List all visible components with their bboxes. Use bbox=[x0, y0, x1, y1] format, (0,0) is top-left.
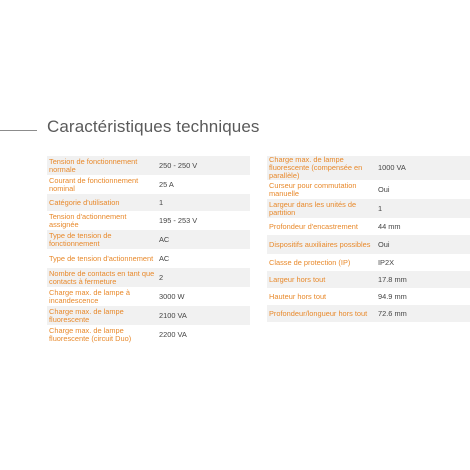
spec-row bbox=[267, 180, 470, 199]
spec-row bbox=[47, 175, 250, 194]
spec-value: Oui bbox=[378, 184, 390, 194]
spec-row bbox=[267, 218, 470, 235]
spec-label: Charge max. de lampe fluorescente (compensée en parallèle) bbox=[267, 156, 375, 180]
spec-value: 72.6 mm bbox=[375, 305, 470, 322]
spec-label: Type de tension d'actionnement bbox=[49, 253, 154, 263]
spec-value: 2200 VA bbox=[159, 329, 187, 339]
spec-value: Oui bbox=[375, 235, 470, 254]
spec-value: 2 bbox=[156, 268, 250, 287]
spec-value: 94.9 mm bbox=[378, 291, 407, 301]
spec-table-left bbox=[47, 156, 250, 344]
spec-label: Curseur pour commutation manuelle bbox=[269, 180, 357, 198]
spec-row bbox=[267, 305, 470, 322]
spec-value: 3000 W bbox=[159, 291, 185, 301]
spec-row bbox=[47, 268, 250, 287]
spec-label: Classe de protection (IP) bbox=[269, 257, 351, 267]
spec-row bbox=[47, 287, 250, 306]
spec-label: Profondeur/longueur hors tout bbox=[267, 305, 375, 322]
spec-label: Largeur dans les unités de partition bbox=[267, 199, 375, 218]
spec-table-right bbox=[267, 156, 470, 322]
title-divider bbox=[0, 130, 37, 131]
spec-row bbox=[47, 230, 250, 249]
spec-row bbox=[267, 156, 470, 180]
spec-label: Charge max. de lampe fluorescente (circuit Duo) bbox=[49, 325, 132, 343]
spec-label: Dispositifs auxiliaires possibles bbox=[267, 235, 375, 254]
spec-row bbox=[267, 254, 470, 271]
spec-value: 1 bbox=[375, 199, 470, 218]
spec-value: 250 - 250 V bbox=[156, 156, 250, 175]
spec-value: 2100 VA bbox=[156, 306, 250, 325]
spec-label: Courant de fonctionnement nominal bbox=[49, 175, 139, 193]
spec-value: IP2X bbox=[378, 257, 395, 267]
spec-value: 44 mm bbox=[378, 221, 401, 231]
spec-label: Type de tension de fonctionnement bbox=[47, 230, 156, 249]
spec-row bbox=[47, 306, 250, 325]
spec-row bbox=[47, 249, 250, 268]
spec-value: 17.8 mm bbox=[375, 271, 470, 288]
spec-value: AC bbox=[159, 253, 170, 263]
spec-label: Catégorie d'utilisation bbox=[47, 194, 156, 211]
spec-label: Largeur hors tout bbox=[267, 271, 375, 288]
spec-row bbox=[47, 194, 250, 211]
spec-label: Charge max. de lampe à incandescence bbox=[49, 287, 130, 305]
page-title: Caractéristiques techniques bbox=[47, 117, 260, 136]
spec-value: 195 - 253 V bbox=[159, 215, 198, 225]
spec-label: Hauteur hors tout bbox=[269, 291, 327, 301]
spec-row bbox=[47, 211, 250, 230]
spec-row bbox=[267, 288, 470, 305]
spec-label: Nombre de contacts en tant que contacts à fermeture bbox=[49, 268, 155, 286]
spec-value: AC bbox=[156, 230, 250, 249]
spec-label: Charge max. de lampe fluorescente bbox=[47, 306, 156, 325]
spec-label: Tension d'actionnement assignée bbox=[49, 211, 127, 229]
spec-row bbox=[267, 235, 470, 254]
spec-row bbox=[47, 325, 250, 344]
spec-row bbox=[267, 271, 470, 288]
spec-value: 25 A bbox=[159, 179, 174, 189]
spec-value: 1 bbox=[156, 194, 250, 211]
spec-label: Tension de fonctionnement normale bbox=[47, 156, 156, 175]
spec-row bbox=[267, 199, 470, 218]
spec-row bbox=[47, 156, 250, 175]
spec-value: 1000 VA bbox=[375, 156, 470, 180]
spec-label: Profondeur d'encastrement bbox=[269, 221, 358, 231]
